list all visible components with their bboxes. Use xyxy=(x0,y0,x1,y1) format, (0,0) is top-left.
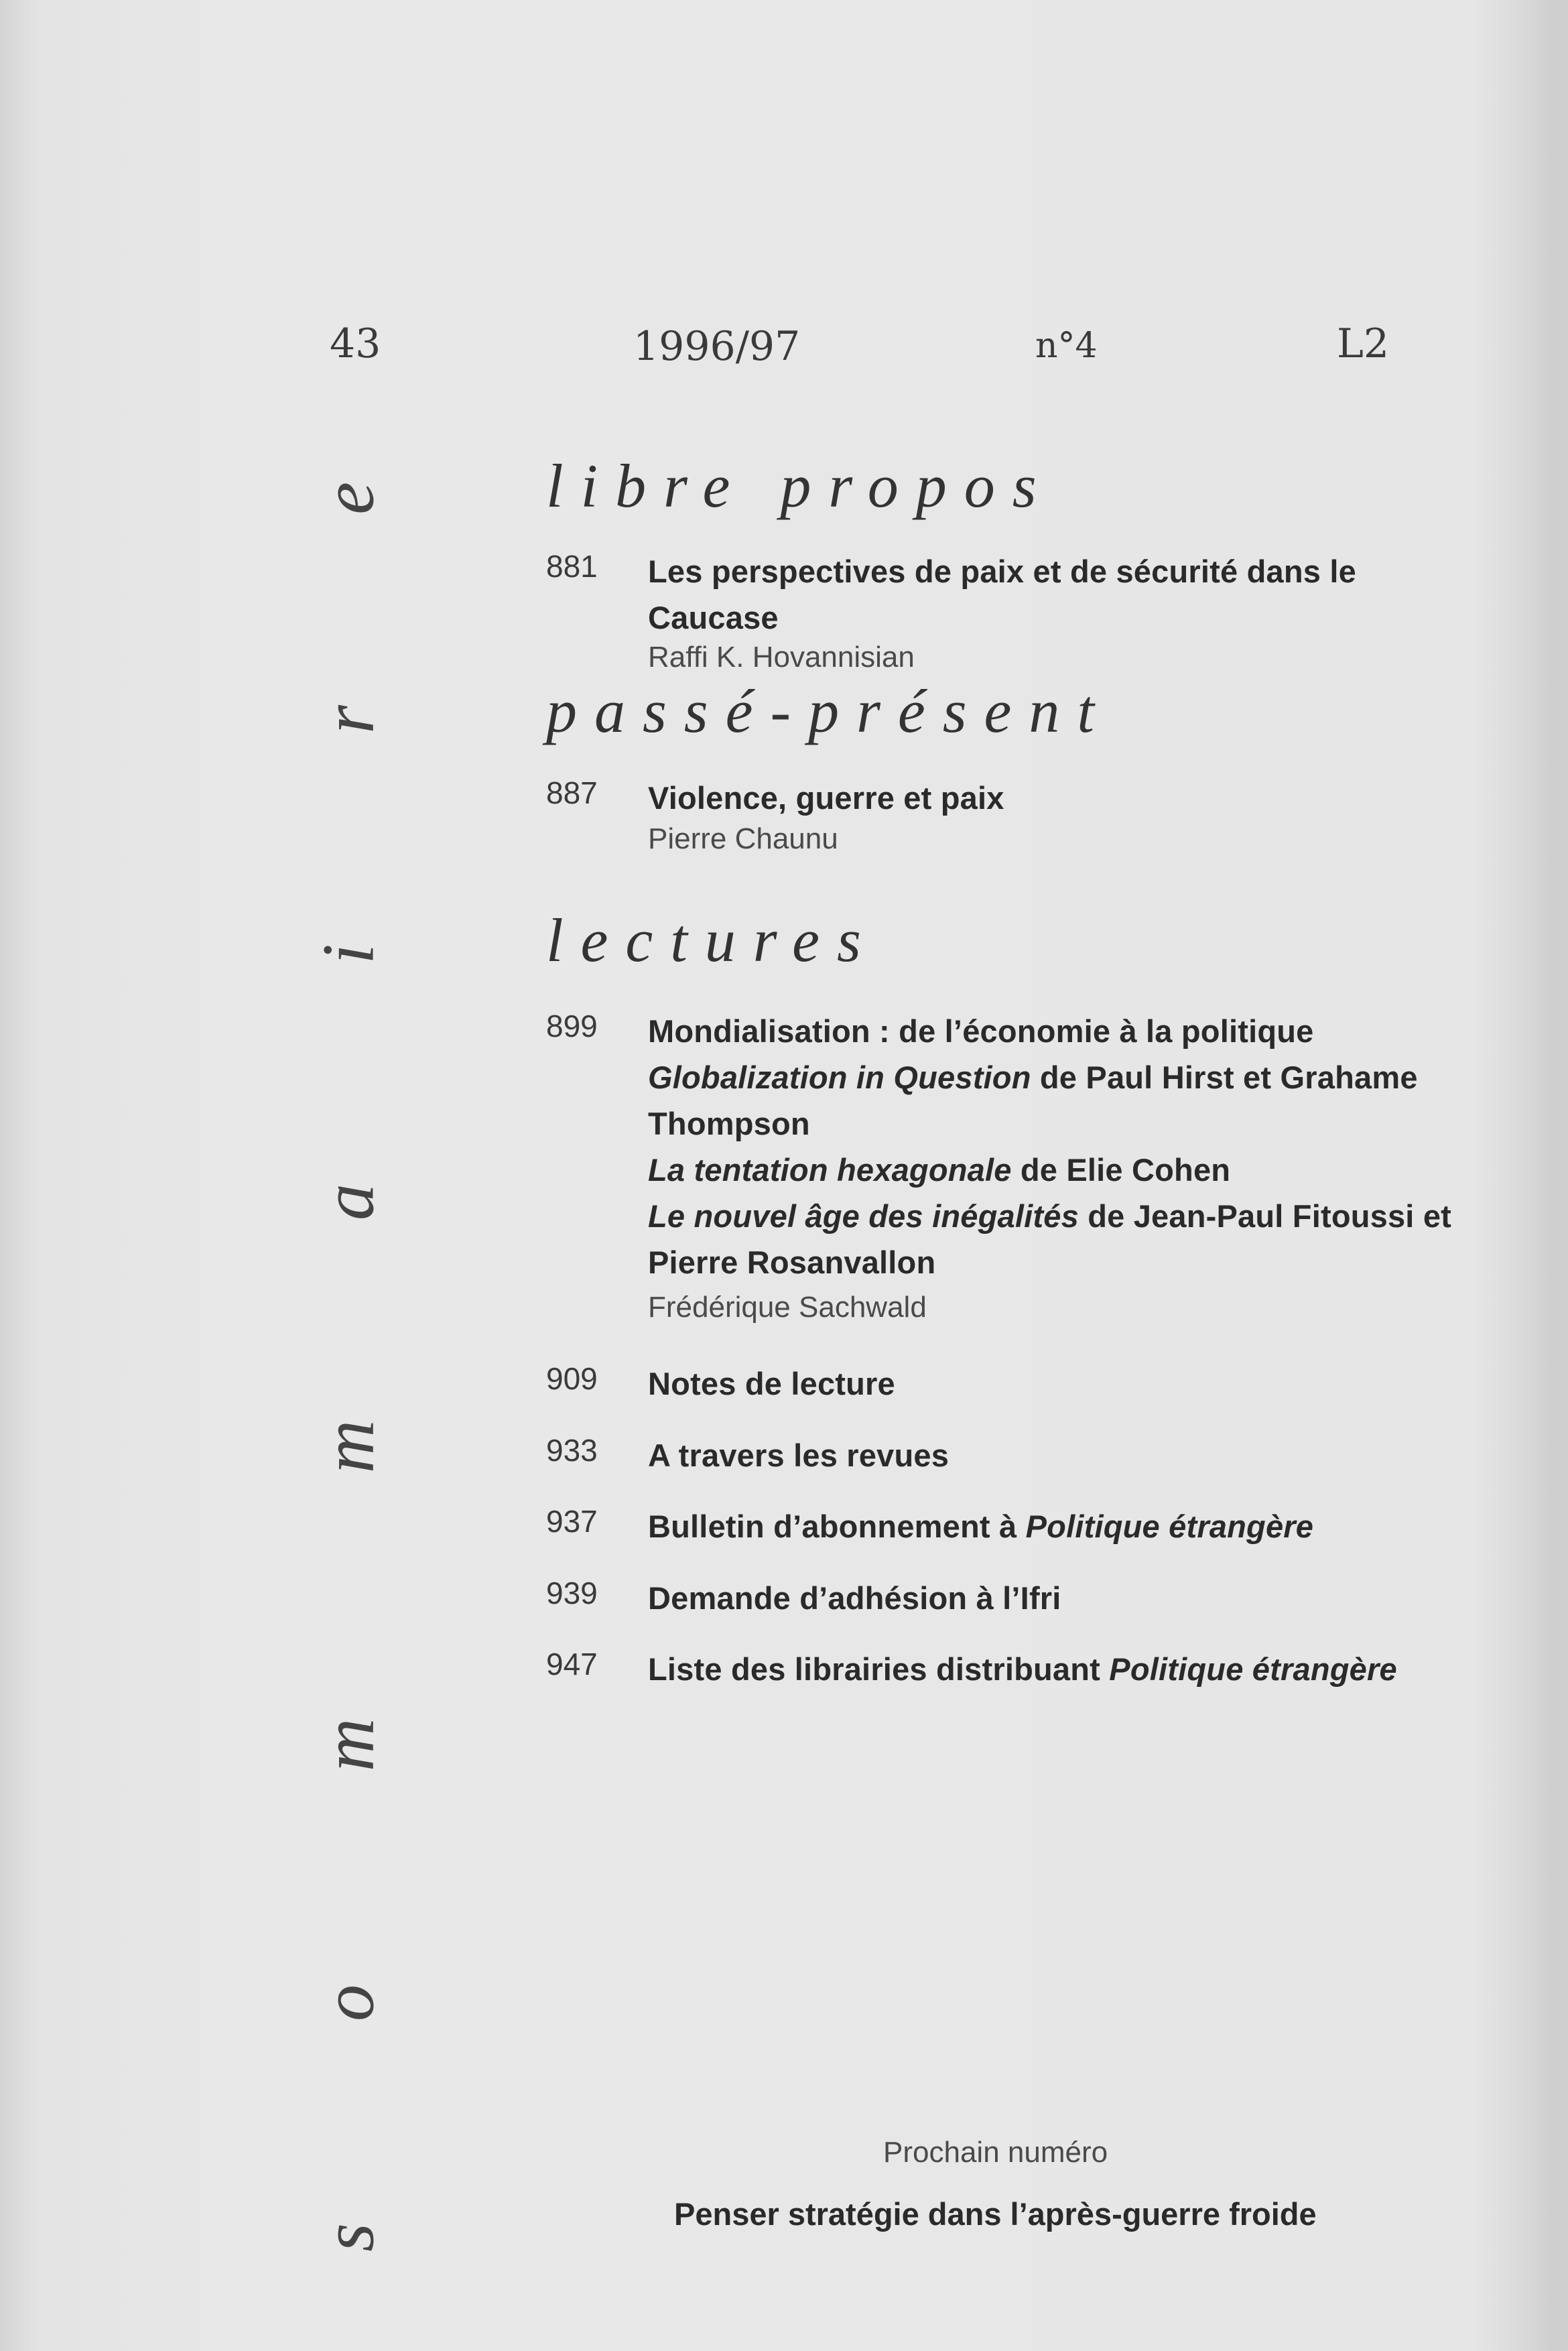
entry-title xyxy=(648,1503,1486,1549)
book-authors: de Paul Hirst et Grahame Thompson xyxy=(648,1060,1418,1141)
entry-title: Notes de lecture xyxy=(648,1366,895,1401)
handwritten-year: 1996/97 xyxy=(633,323,801,370)
book-title: La tentation hexagonale xyxy=(648,1152,1012,1188)
vertical-letter: i xyxy=(307,944,389,964)
entry-title-text: Liste des librairies distribuant xyxy=(648,1651,1110,1687)
book-title: Globalization in Question xyxy=(648,1060,1031,1095)
page-number: 937 xyxy=(546,1504,598,1539)
section-heading-libre-propos: libre propos xyxy=(546,452,1054,520)
page-number: 933 xyxy=(546,1433,598,1468)
entry-title: A travers les revues xyxy=(648,1438,950,1473)
vertical-letter: s xyxy=(307,2223,389,2252)
book-reference xyxy=(648,1193,1486,1285)
journal-title: Politique étrangère xyxy=(1025,1509,1314,1544)
entry-author: Frédérique Sachwald xyxy=(648,1291,927,1324)
entry-author: Pierre Chaunu xyxy=(648,822,838,855)
page-edge xyxy=(1553,0,1568,2351)
book-title: Le nouvel âge des inégalités xyxy=(648,1198,1079,1234)
entry-title: Violence, guerre et paix xyxy=(648,780,1004,816)
page-number: 909 xyxy=(546,1361,598,1396)
page-number: 939 xyxy=(546,1576,598,1610)
book-reference xyxy=(648,1054,1486,1147)
next-issue-title: Penser stratégie dans l’après-guerre froide xyxy=(674,2196,1317,2232)
entry-title xyxy=(648,1646,1486,1692)
section-heading-passe-present: passé-présent xyxy=(546,677,1112,745)
page-number: 881 xyxy=(546,549,598,584)
entry-title: Les perspectives de paix et de sécurité dans le Caucase xyxy=(648,554,1356,635)
book-reference xyxy=(648,1147,1486,1193)
next-issue-label: Prochain numéro xyxy=(883,2136,1108,2169)
book-authors: de Jean-Paul Fitoussi et Pierre Rosanvallon xyxy=(648,1198,1452,1280)
page-number: 947 xyxy=(546,1647,598,1681)
page-number: 887 xyxy=(546,775,598,810)
vertical-letter: m xyxy=(307,1419,389,1474)
handwritten-volume: 43 xyxy=(330,320,381,367)
entry-title: Mondialisation : de l’économie à la politique xyxy=(648,1013,1314,1049)
journal-title: Politique étrangère xyxy=(1109,1651,1397,1687)
handwritten-code: L2 xyxy=(1337,320,1390,367)
handwritten-issue: n°4 xyxy=(1035,326,1098,366)
vertical-letter: a xyxy=(307,1184,389,1220)
book-authors: de Elie Cohen xyxy=(1011,1152,1231,1188)
vertical-letter: o xyxy=(307,1984,389,2021)
page-number: 899 xyxy=(546,1009,598,1043)
vertical-letter: r xyxy=(307,705,389,734)
section-heading-lectures: lectures xyxy=(546,906,878,974)
vertical-letter: e xyxy=(307,482,389,515)
entry-title-text: Bulletin d’abonnement à xyxy=(648,1509,1026,1544)
vertical-letter: m xyxy=(307,1718,389,1772)
entry-title: Demande d’adhésion à l’Ifri xyxy=(648,1580,1061,1616)
entry-author: Raffi K. Hovannisian xyxy=(648,641,915,674)
